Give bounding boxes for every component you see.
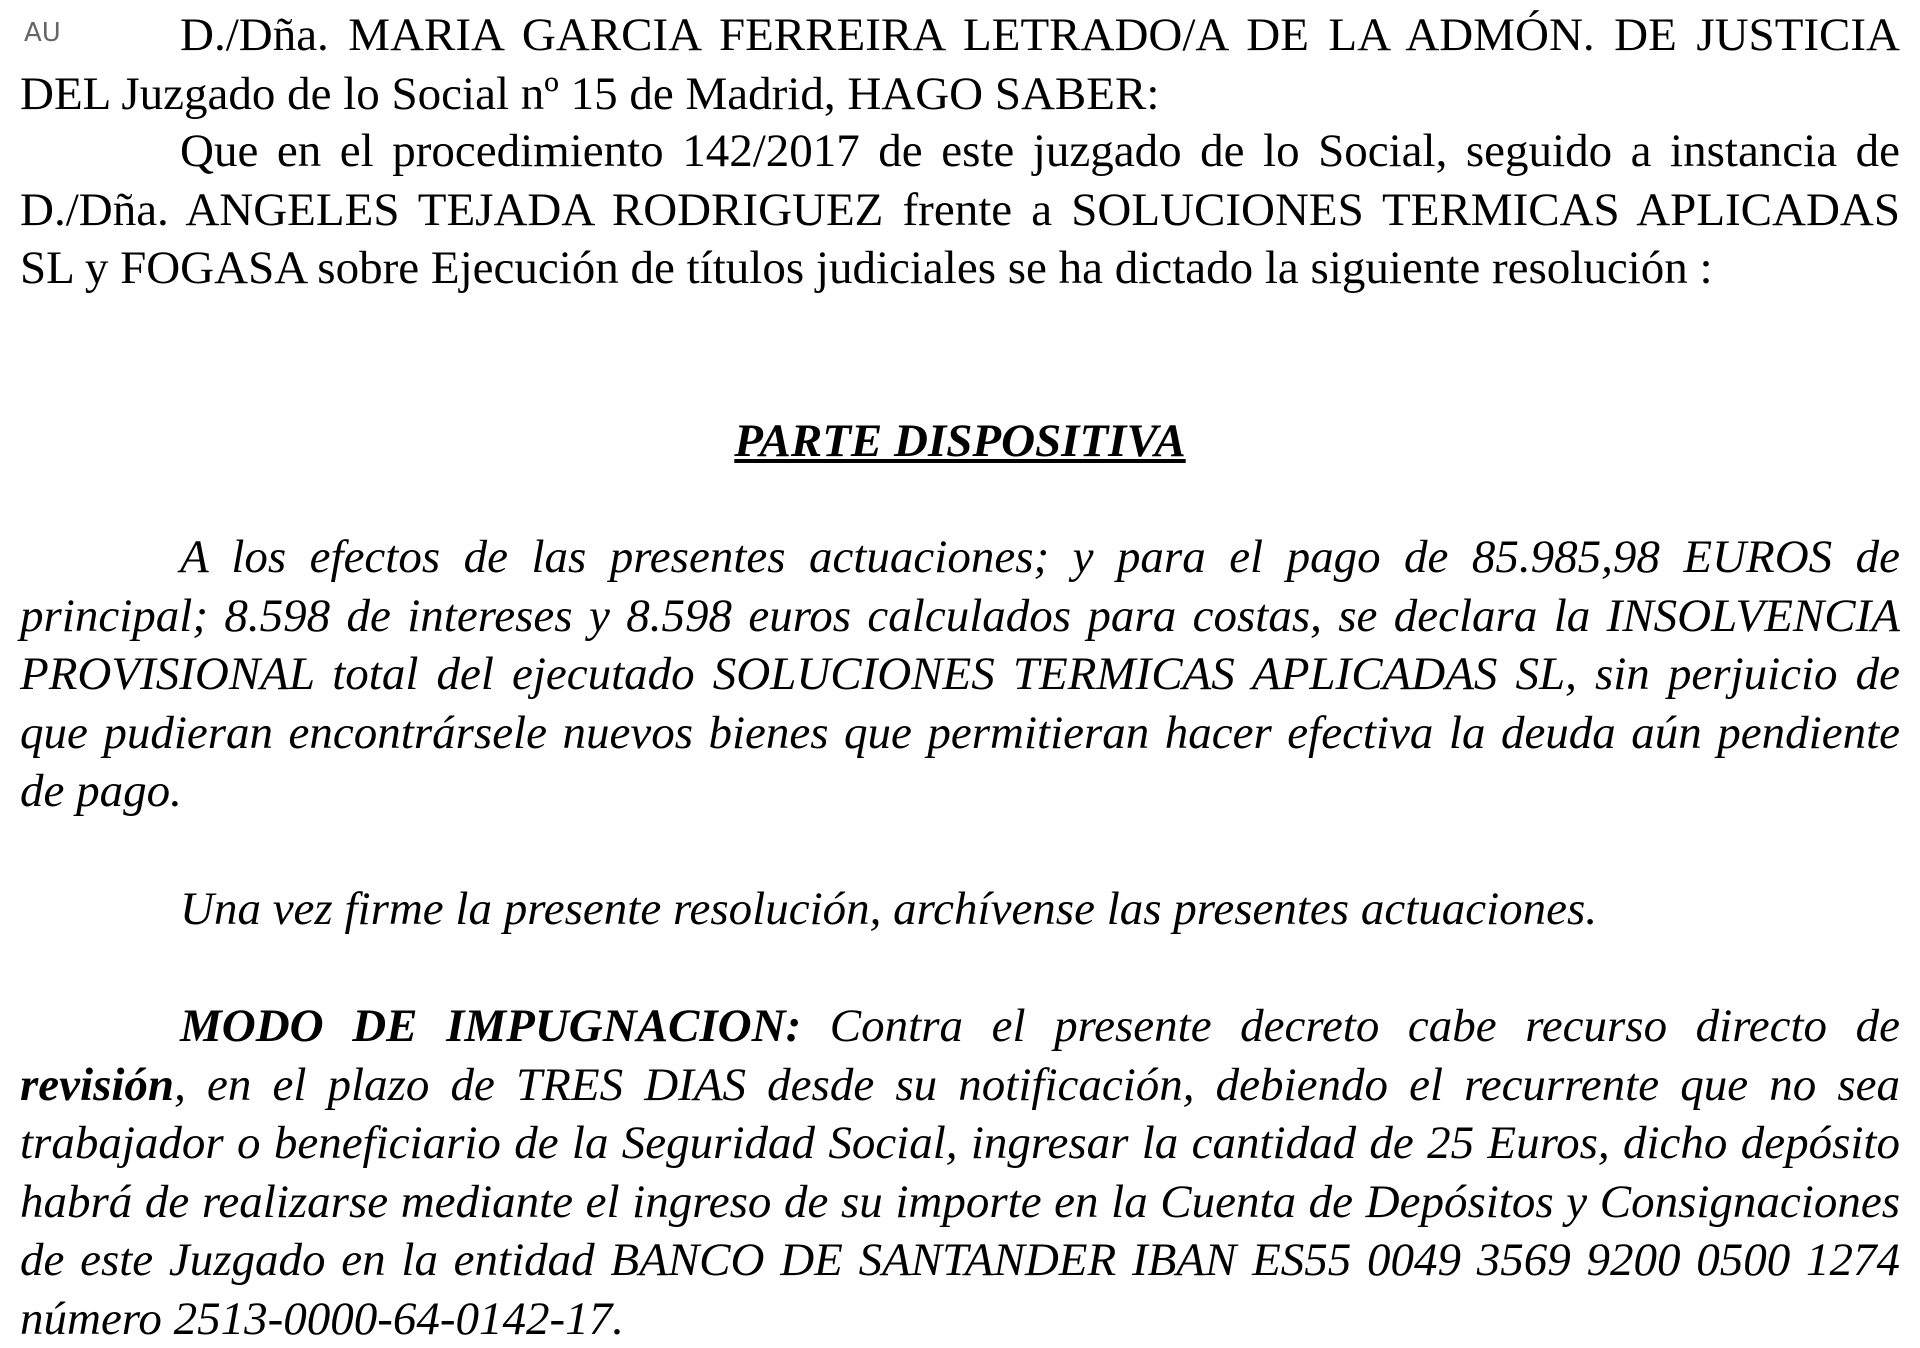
procedure-paragraph — [20, 122, 1900, 298]
intro-paragraph — [20, 6, 1900, 123]
archive-text: Una vez firme la presente resolución, archívense las presentes actuaciones. — [180, 883, 1598, 935]
intro-text: D./Dña. MARIA GARCIA FERREIRA LETRADO/A DE LA ADMÓN. DE JUSTICIA DEL Juzgado de lo Social nº 15 de Madrid, HAGO SABER: — [20, 9, 1900, 120]
dispositive-text: A los efectos de las presentes actuaciones; y para el pago de 85.985,98 EUROS de principal; 8.598 de intereses y 8.598 euros calculados para costas, se declara la INSOLVENCIA PROVISIONAL total del ejecutado SOLUCIONES TERMICAS APLICADAS SL, sin perjuicio de que pudieran encontrársele nuevos bienes que permitieran hacer efectiva la deuda aún pendiente de pago. — [20, 531, 1900, 817]
procedure-text: Que en el procedimiento 142/2017 de este juzgado de lo Social, seguido a instancia de D./Dña. ANGELES TEJADA RODRIGUEZ frente a SOLUCIONES TERMICAS APLICADAS SL y FOGASA sobre Ejecución de títulos judiciales se ha dictado la siguiente resolución : — [20, 125, 1900, 294]
appeal-label: MODO DE IMPUGNACION: — [180, 1000, 802, 1052]
appeal-keyword: revisión — [20, 1058, 175, 1111]
dispositive-paragraph — [20, 528, 1900, 821]
appeal-text-after: , en el plazo de TRES DIAS desde su notificación, debiendo el recurrente que no sea trabajador o beneficiario de la Seguridad Social, ingresar la cantidad de 25 Euros, dicho depósito habrá de realizarse mediante el ingreso de su importe en la Cuenta de Depósitos y Consignaciones de este Juzgado en la entidad BANCO DE SANTANDER IBAN ES55 0049 3569 9200 0500 1274 número 2513-0000-64-0142-17. — [20, 1058, 1900, 1345]
appeal-paragraph — [20, 997, 1900, 1348]
document-page — [20, 0, 1900, 1345]
appeal-text-before: Contra el presente decreto cabe recurso directo de — [801, 1000, 1900, 1052]
section-heading: PARTE DISPOSITIVA — [734, 415, 1186, 467]
margin-stamp-mark: AU — [24, 18, 61, 48]
archive-paragraph — [20, 880, 1900, 939]
